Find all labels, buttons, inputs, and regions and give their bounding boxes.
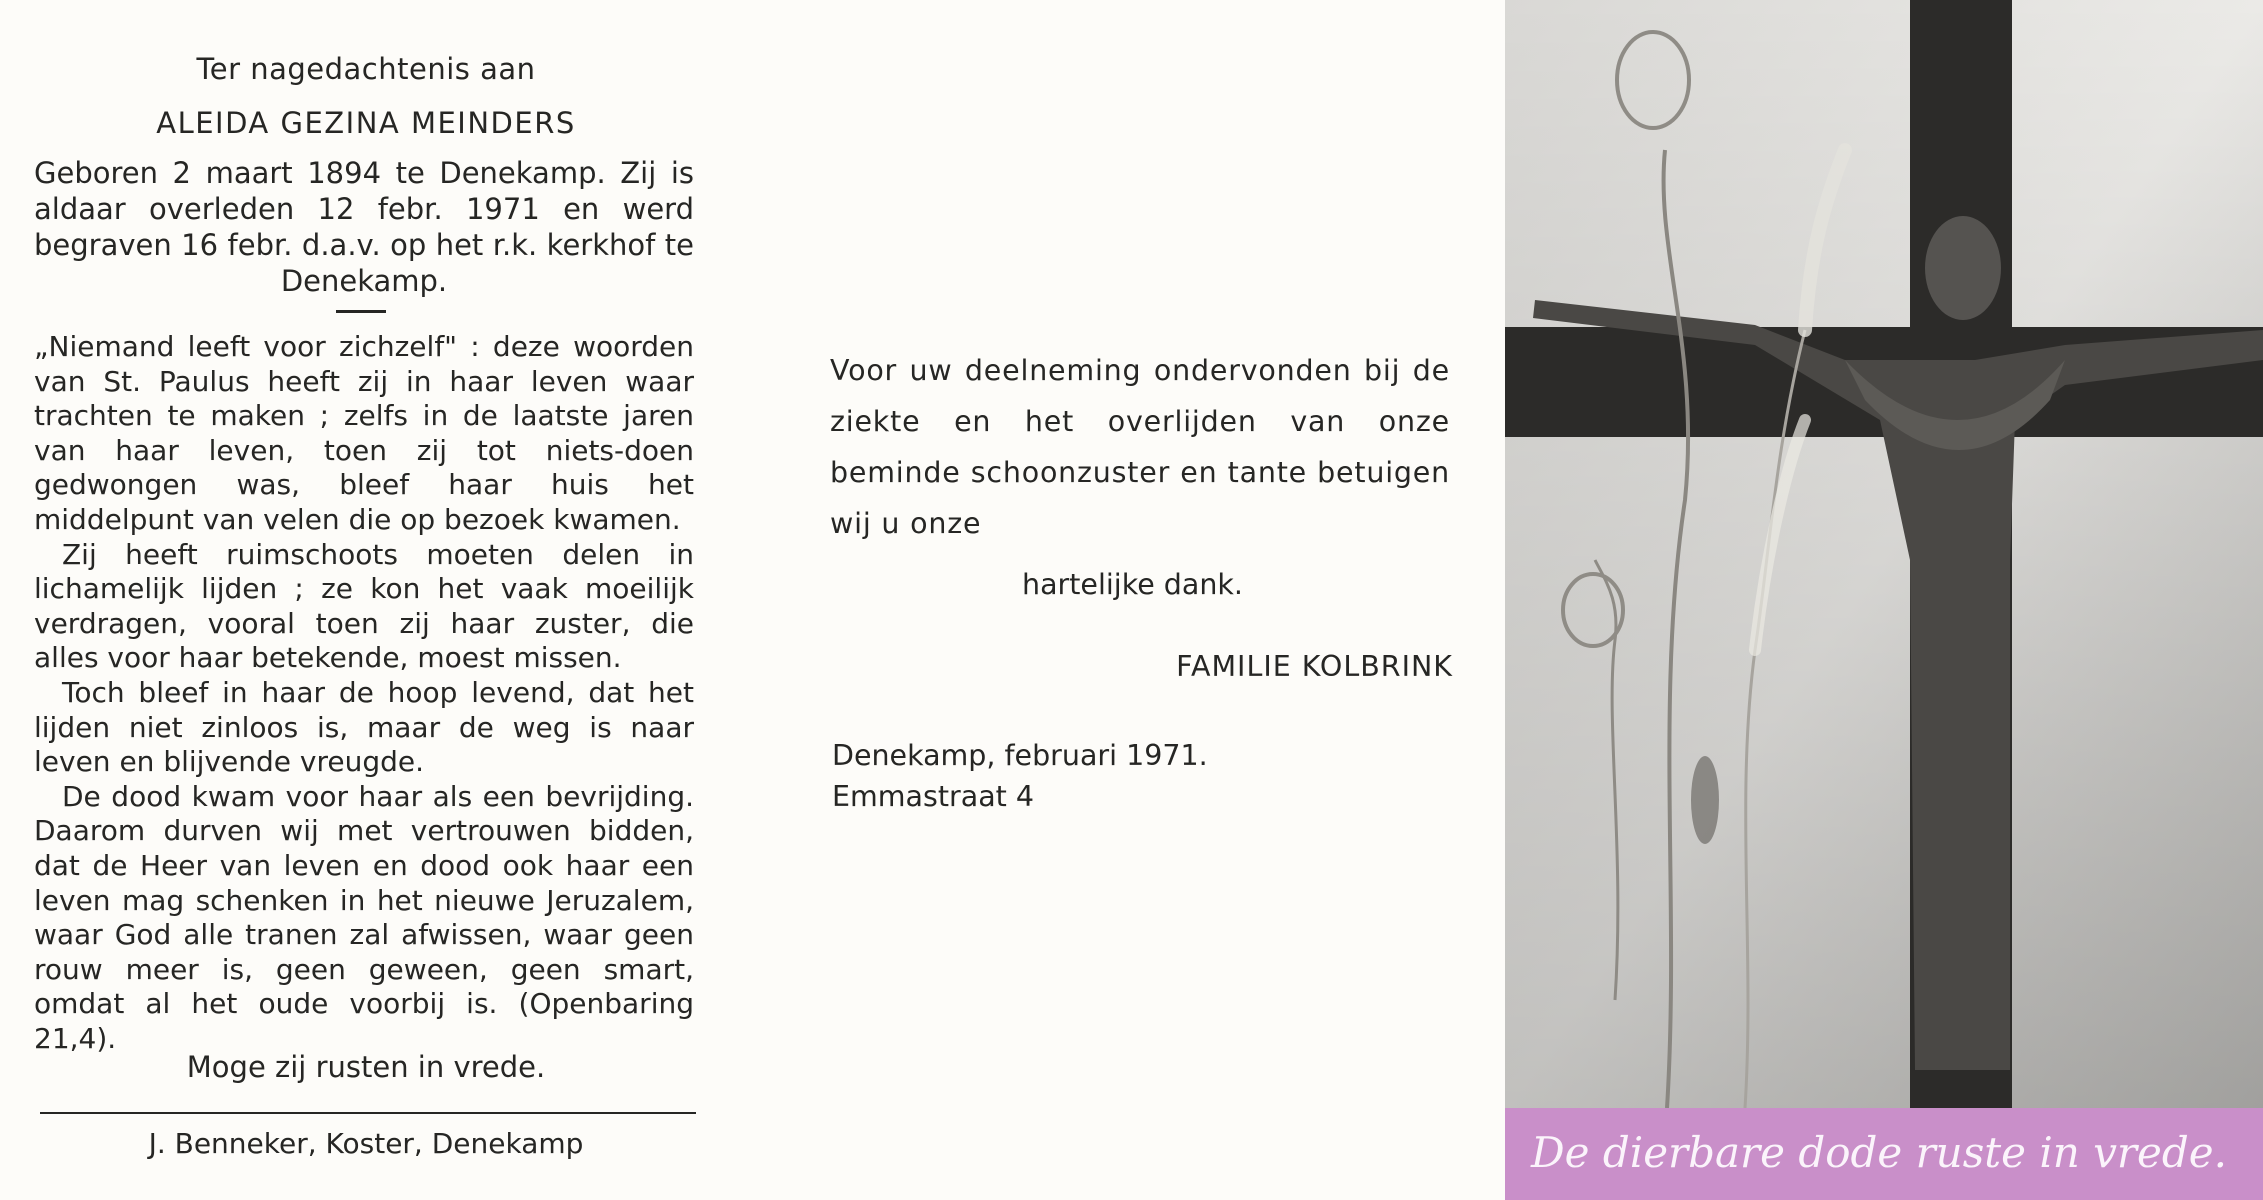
memorial-paragraph: „Niemand leeft voor zichzelf" : deze woorden van St. Paulus heeft zij in haar leven waar trachten te maken ; zelfs in de laatste jaren van haar leven, toen zij tot niets-doen gedwongen was, bleef haar huis het middelpunt van velen die op bezoek kwamen. [34, 330, 694, 536]
thanks-panel [760, 0, 1505, 1200]
family-signature: FAMILIE KOLBRINK [1176, 650, 1453, 683]
memorial-paragraph: Zij heeft ruimschoots moeten delen in lichamelijk lijden ; ze kon het vaak moeilijk verdragen, vooral toen zij haar zuster, die alles voor haar betekende, moest missen. [34, 537, 694, 675]
crucifix-photo [1505, 0, 2263, 1108]
deceased-name: ALEIDA GEZINA MEINDERS [156, 106, 576, 140]
corpus-head [1925, 216, 2001, 320]
address: Emmastraat 4 [832, 780, 1035, 813]
banner-caption: De dierbare dode ruste in vrede. [1531, 1128, 2227, 1177]
place-date-block [832, 735, 1208, 817]
in-memory-of-heading: Ter nagedachtenis aan [196, 52, 536, 86]
short-divider [336, 310, 386, 313]
memorial-body [34, 330, 694, 1056]
heartfelt-thanks: hartelijke dank. [1022, 568, 1243, 601]
long-divider [40, 1112, 696, 1114]
rest-in-peace-line: Moge zij rusten in vrede. [186, 1050, 546, 1084]
thanks-message: Voor uw deelneming ondervonden bij de ziekte en het overlijden van onze beminde schoonzuster en tante betuigen wij u onze [830, 354, 1450, 540]
crucifix-photo-panel [1505, 0, 2263, 1200]
seed-pod [1691, 756, 1719, 844]
memorial-paragraph: Toch bleef in haar de hoop levend, dat het lijden niet zinloos is, maar de weg is naar leven en blijvende vreugde. [34, 675, 694, 779]
memorial-text-panel [0, 0, 760, 1200]
memorial-paragraph: De dood kwam voor haar als een bevrijding. Daarom durven wij met vertrouwen bidden, dat de Heer van leven en dood ook haar een leven mag schenken in het nieuwe Jeruzalem, waar God alle tranen zal afwissen, waar geen rouw meer is, geen geween, geen smart, omdat al het oude voorbij is. (Openbaring 21,4). [34, 779, 694, 1055]
place-date: Denekamp, februari 1971. [832, 739, 1208, 772]
birth-death-details: Geboren 2 maart 1894 te Denekamp. Zij is aldaar overleden 12 febr. 1971 en werd begraven 16 febr. d.a.v. op het r.k. kerkhof te Denekamp. [34, 156, 694, 298]
printer-credit: J. Benneker, Koster, Denekamp [148, 1127, 584, 1160]
